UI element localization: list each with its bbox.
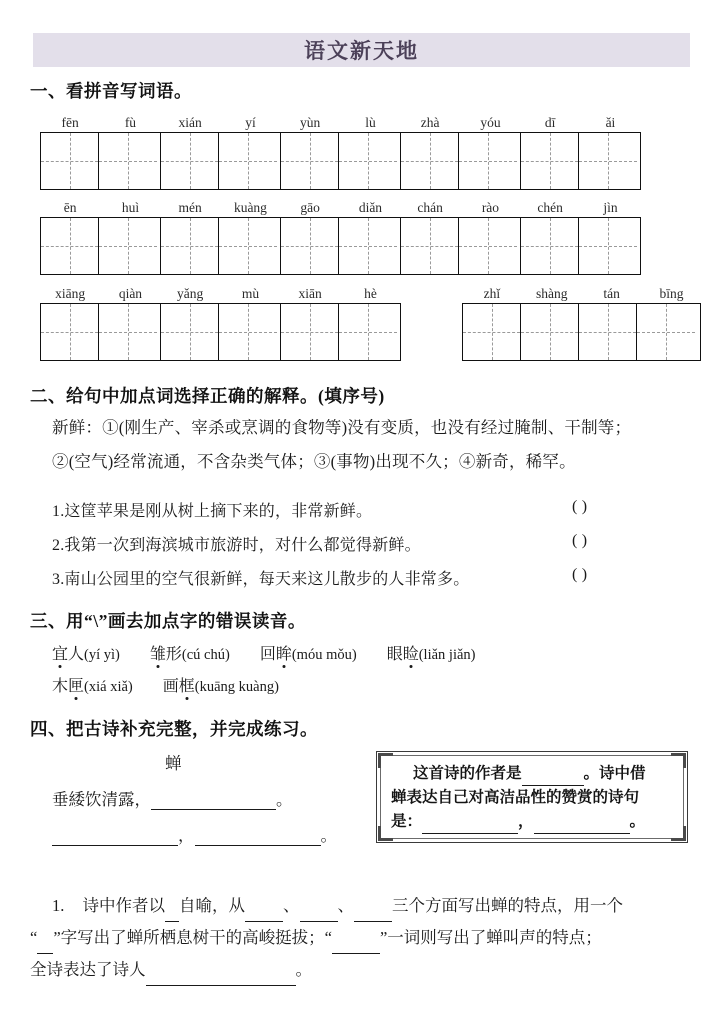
box-line-3-end: 。	[629, 813, 646, 830]
exercise-line-1	[52, 890, 623, 922]
definition-line-2: ②(空气)经常流通，不含杂类气体；③(事物)出现不久；④新奇，稀罕。	[52, 452, 576, 471]
character-cell[interactable]	[463, 304, 521, 360]
dotted-char: 眸	[276, 641, 292, 664]
character-grid[interactable]	[280, 217, 401, 275]
word-group	[520, 112, 641, 190]
answer-blank-1[interactable]: ( )	[572, 498, 588, 515]
question-text: 我第一次到海滨城市旅游时，对什么都觉得新鲜。	[64, 537, 421, 554]
box-line-1-text: 这首诗的作者是	[413, 765, 522, 782]
pinyin-line	[40, 197, 161, 215]
character-cell[interactable]	[521, 304, 579, 360]
pinyin-label: lù	[365, 115, 376, 130]
pinyin-line	[462, 283, 701, 301]
dotted-char: 匣	[68, 673, 84, 696]
box-blank-verse-2[interactable]	[534, 818, 630, 834]
pinyin-line	[160, 197, 281, 215]
pinyin-line	[40, 112, 161, 130]
word-char: 回	[259, 646, 276, 663]
pinyin-label: qiàn	[118, 286, 143, 301]
pinyin-label: xián	[178, 115, 202, 130]
character-cell[interactable]	[99, 304, 157, 360]
pinyin-grid-row	[0, 112, 724, 192]
character-grid[interactable]	[40, 132, 161, 190]
definition-line-1: 新鲜：①(刚生产、宰杀或烹调的食物等)没有变质，也没有经过腌制、干制等；	[52, 418, 632, 437]
character-cell[interactable]	[579, 218, 637, 274]
exercise-text-f: ”字写出了蝉所栖息树干的高峻挺拔；“	[53, 928, 332, 947]
character-cell[interactable]	[459, 218, 517, 274]
character-cell[interactable]	[339, 133, 397, 189]
character-cell[interactable]	[459, 133, 517, 189]
exercise-text-d: 、	[337, 896, 354, 915]
pinyin-label: ǎi	[605, 115, 616, 130]
pronunciation-options[interactable]: (cú chú)	[181, 647, 230, 663]
word-group	[462, 283, 701, 361]
pinyin-line	[520, 112, 641, 130]
pronunciation-item[interactable]	[387, 641, 476, 664]
character-grid[interactable]	[520, 217, 641, 275]
pinyin-label: fēn	[61, 115, 79, 130]
character-cell[interactable]	[161, 304, 219, 360]
exercise-text-c: 、	[283, 896, 300, 915]
section-three-heading: 三、用“\”画去加点字的错误读音。	[30, 611, 306, 631]
pinyin-label: dī	[544, 115, 556, 130]
pinyin-grid-row	[0, 283, 724, 363]
answer-blank-2[interactable]: ( )	[572, 532, 588, 549]
pronunciation-row-1	[52, 641, 506, 664]
question-row	[52, 498, 372, 521]
pronunciation-options[interactable]: (kuāng kuàng)	[194, 679, 279, 695]
section-four-heading: 四、把古诗补充完整，并完成练习。	[30, 719, 318, 739]
pinyin-label: yí	[245, 115, 256, 130]
pinyin-line	[40, 283, 161, 301]
pinyin-label: zhǐ	[483, 286, 501, 301]
character-cell[interactable]	[637, 304, 695, 360]
box-line-2: 蝉表达自己对高洁品性的赞赏的诗句	[391, 789, 640, 806]
exercise-line-3	[30, 954, 312, 986]
character-grid[interactable]	[160, 132, 281, 190]
pinyin-label: jìn	[603, 200, 618, 215]
word-group	[40, 112, 161, 190]
character-grid[interactable]	[40, 303, 161, 361]
word-char: 眼	[386, 646, 403, 663]
pinyin-line	[280, 112, 401, 130]
exercise-blank-e[interactable]	[37, 938, 53, 954]
character-cell[interactable]	[41, 218, 99, 274]
question-row	[52, 566, 469, 589]
word-group	[280, 197, 401, 275]
pinyin-line	[280, 197, 401, 215]
pinyin-grid-row	[0, 197, 724, 277]
question-number: 2.	[52, 537, 65, 554]
poem-blank-2[interactable]	[52, 830, 178, 846]
poem-line-2	[52, 822, 337, 846]
character-cell[interactable]	[219, 133, 277, 189]
character-cell[interactable]	[521, 133, 579, 189]
exercise-text-g: ”一词则写出了蝉叫声的特点；	[379, 928, 602, 947]
character-cell[interactable]	[99, 133, 157, 189]
pinyin-label: mù	[241, 286, 260, 301]
word-group	[280, 112, 401, 190]
pinyin-label: fù	[124, 115, 137, 130]
question-text: 这筐苹果是刚从树上摘下来的，非常新鲜。	[64, 503, 373, 520]
pinyin-label: zhà	[420, 115, 440, 130]
pinyin-label: yóu	[480, 115, 501, 130]
word-group	[400, 197, 521, 275]
dotted-char: 宜	[52, 641, 68, 664]
pronunciation-options[interactable]: (yí yì)	[84, 647, 120, 663]
character-grid[interactable]	[462, 303, 701, 361]
pronunciation-item[interactable]	[52, 641, 120, 664]
poem-line-1	[52, 786, 293, 810]
character-cell[interactable]	[99, 218, 157, 274]
dotted-char: 雏	[150, 641, 166, 664]
poem-line-1-text: 垂緌饮清露，	[52, 790, 151, 809]
character-grid[interactable]	[400, 217, 521, 275]
word-group	[160, 112, 281, 190]
character-cell[interactable]	[161, 218, 219, 274]
pronunciation-item[interactable]	[260, 641, 357, 664]
section-one-heading: 一、看拼音写词语。	[30, 81, 192, 101]
poem-question-box	[376, 751, 688, 843]
character-cell[interactable]	[41, 133, 99, 189]
character-grid[interactable]	[160, 303, 281, 361]
dotted-char: 框	[179, 673, 195, 696]
box-line-3-sep: ，	[518, 813, 534, 830]
character-cell[interactable]	[281, 218, 339, 274]
exercise-blank-g[interactable]	[146, 970, 296, 986]
pronunciation-item[interactable]	[163, 673, 279, 696]
word-char: 人	[68, 646, 85, 663]
pinyin-line	[160, 283, 281, 301]
character-grid[interactable]	[40, 217, 161, 275]
pinyin-label: ēn	[63, 200, 77, 215]
pronunciation-item[interactable]	[150, 641, 230, 664]
exercise-blank-d[interactable]	[354, 906, 392, 922]
pinyin-label: xiān	[298, 286, 322, 301]
character-cell[interactable]	[401, 133, 459, 189]
word-char: 形	[165, 646, 182, 663]
character-grid[interactable]	[520, 132, 641, 190]
character-cell[interactable]	[219, 304, 277, 360]
pinyin-line	[280, 283, 401, 301]
poem-title: 蝉	[165, 754, 182, 773]
exercise-blank-c[interactable]	[300, 906, 338, 922]
word-group	[280, 283, 401, 361]
pinyin-label: kuàng	[233, 200, 267, 215]
question-number: 3.	[52, 571, 65, 588]
word-group	[40, 283, 161, 361]
word-group	[400, 112, 521, 190]
pinyin-label: rào	[481, 200, 500, 215]
word-group	[160, 283, 281, 361]
answer-blank-3[interactable]: ( )	[572, 566, 588, 583]
word-group	[160, 197, 281, 275]
pinyin-label: shàng	[536, 286, 568, 301]
poem-blank-1[interactable]	[151, 794, 276, 810]
word-group	[520, 197, 641, 275]
dotted-char: 睑	[403, 641, 419, 664]
exercise-blank-f[interactable]	[332, 938, 380, 954]
pinyin-label: chén	[537, 200, 563, 215]
pinyin-label: yùn	[300, 115, 321, 130]
character-cell[interactable]	[281, 133, 339, 189]
poem-line-2-comma: ，	[178, 826, 195, 845]
character-grid[interactable]	[160, 217, 281, 275]
poem-line-1-period: 。	[276, 790, 293, 809]
page-title-banner	[33, 33, 690, 67]
pinyin-label: diǎn	[358, 200, 383, 215]
pronunciation-options[interactable]: (liǎn jiǎn)	[418, 647, 476, 663]
box-line-1-after: 。诗中借	[583, 765, 646, 782]
character-cell[interactable]	[579, 133, 637, 189]
pronunciation-options[interactable]: (xiá xiǎ)	[84, 679, 133, 695]
page-title: 语文新天地	[304, 39, 419, 63]
exercise-text-i: 。	[295, 960, 312, 979]
pinyin-label: xiāng	[55, 286, 86, 301]
character-cell[interactable]	[41, 304, 99, 360]
box-blank-author[interactable]	[522, 770, 584, 786]
pinyin-line	[400, 197, 521, 215]
pinyin-line	[400, 112, 521, 130]
character-grid[interactable]	[280, 303, 401, 361]
character-grid[interactable]	[280, 132, 401, 190]
character-cell[interactable]	[281, 304, 339, 360]
exercise-line-2	[30, 922, 602, 954]
pinyin-line	[520, 197, 641, 215]
question-text: 南山公园里的空气很新鲜，每天来这儿散步的人非常多。	[64, 571, 470, 588]
character-cell[interactable]	[401, 218, 459, 274]
pinyin-label: tán	[603, 286, 620, 301]
question-row	[52, 532, 421, 555]
word-char: 画	[162, 678, 179, 695]
poem-blank-3[interactable]	[195, 830, 321, 846]
exercise-quote-open: “	[30, 928, 38, 947]
character-cell[interactable]	[339, 218, 397, 274]
pronunciation-row-2	[52, 673, 309, 696]
box-line-3-prefix: 是：	[391, 813, 423, 830]
word-group	[40, 197, 161, 275]
box-blank-verse-1[interactable]	[422, 818, 518, 834]
box-text-content	[391, 762, 675, 834]
character-cell[interactable]	[219, 218, 277, 274]
exercise-text-h: 全诗表达了诗人	[30, 960, 146, 979]
exercise-text-e: 三个方面写出蝉的特点，用一个	[392, 896, 623, 915]
character-grid[interactable]	[400, 132, 521, 190]
pronunciation-options[interactable]: (móu mǒu)	[291, 647, 357, 663]
pinyin-label: huì	[121, 200, 140, 215]
character-cell[interactable]	[579, 304, 637, 360]
pinyin-label: bīng	[659, 286, 684, 301]
box-line-1	[391, 762, 675, 786]
pinyin-label: chán	[417, 200, 443, 215]
pinyin-label: hè	[364, 286, 377, 301]
pronunciation-item[interactable]	[52, 673, 133, 696]
pinyin-label: mén	[178, 200, 202, 215]
exercise-text-a: 诗中作者以	[82, 896, 165, 915]
exercise-blank-b[interactable]	[245, 906, 283, 922]
word-char: 木	[52, 678, 69, 695]
character-cell[interactable]	[339, 304, 397, 360]
pinyin-label: gāo	[300, 200, 320, 215]
character-cell[interactable]	[521, 218, 579, 274]
box-line-3	[391, 810, 675, 834]
section-two-heading: 二、给句中加点词选择正确的解释。(填序号)	[30, 386, 385, 406]
poem-line-2-period: 。	[320, 826, 337, 845]
question-number: 1.	[52, 503, 65, 520]
character-cell[interactable]	[161, 133, 219, 189]
pinyin-line	[160, 112, 281, 130]
exercise-text-b: 自喻，从	[179, 896, 245, 915]
pinyin-label: yǎng	[177, 286, 204, 301]
exercise-number: 1.	[52, 896, 65, 915]
exercise-blank-a[interactable]	[165, 906, 179, 922]
